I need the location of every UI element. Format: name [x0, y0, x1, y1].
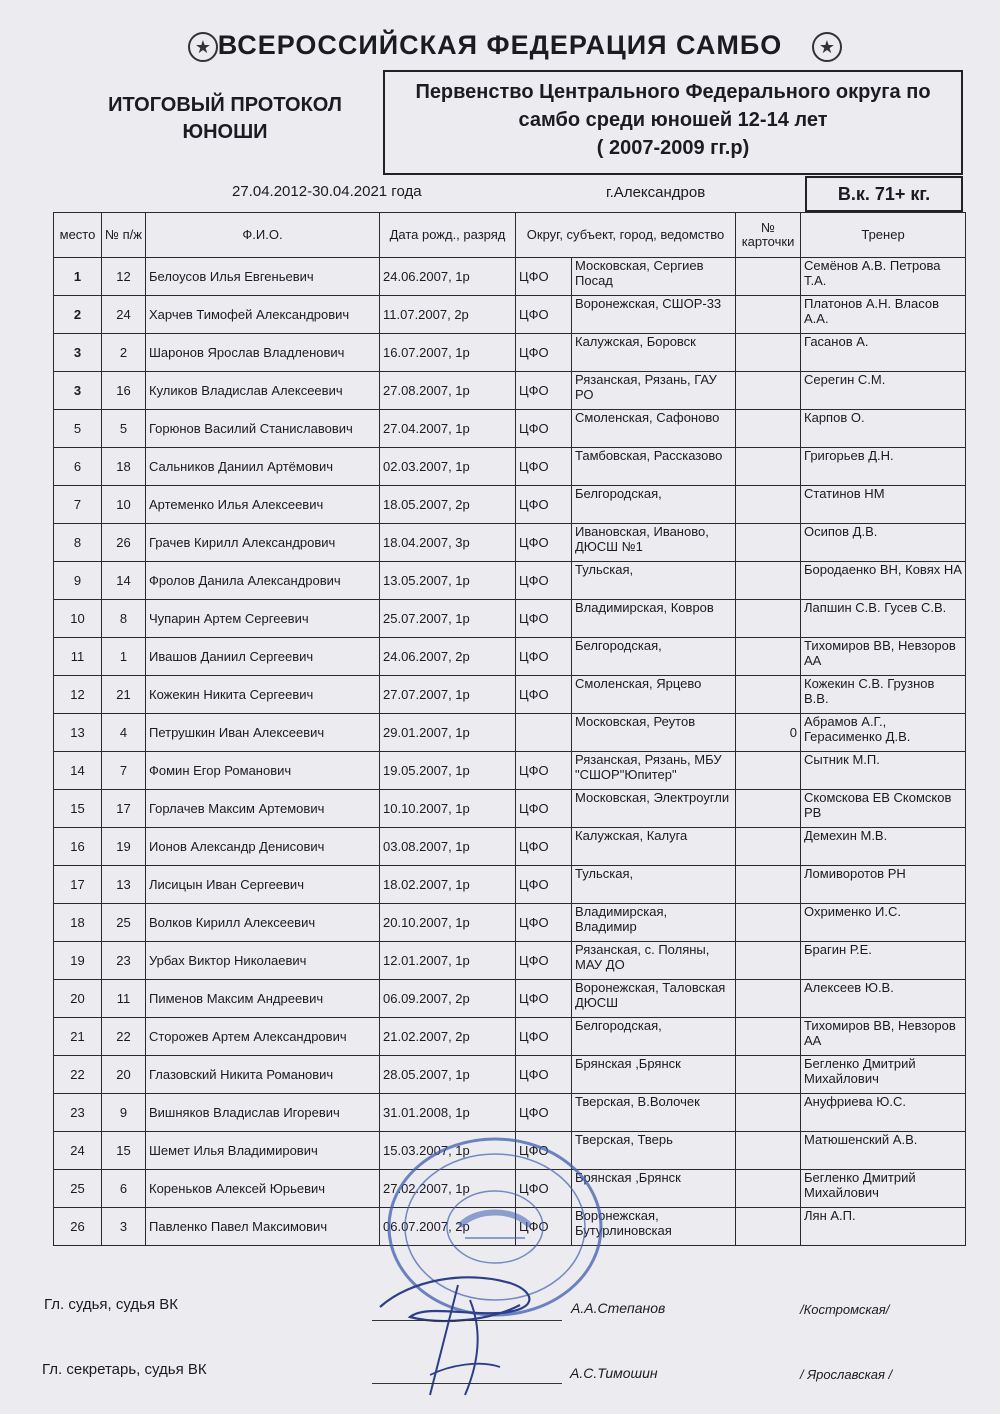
- chief-secretary-role: Гл. секретарь, судья ВК: [42, 1361, 207, 1378]
- cell-birth: 24.06.2007, 2р: [380, 638, 516, 676]
- cell-coach: Семёнов А.В. Петрова Т.А.: [801, 258, 966, 296]
- table-row: [54, 448, 966, 486]
- cell-num: 12: [102, 258, 146, 296]
- cell-district: ЦФО: [516, 1056, 572, 1094]
- table-row: [54, 942, 966, 980]
- cell-num: 1: [102, 638, 146, 676]
- cell-card: [736, 1132, 801, 1170]
- cell-coach: Статинов НМ: [801, 486, 966, 524]
- cell-card: [736, 1170, 801, 1208]
- cell-coach: Скомскова ЕВ Скомсков РВ: [801, 790, 966, 828]
- table-row: [54, 1094, 966, 1132]
- cell-region: Брянская ,Брянск: [572, 1056, 736, 1094]
- cell-place: 24: [54, 1132, 102, 1170]
- cell-place: 17: [54, 866, 102, 904]
- cell-card: [736, 1056, 801, 1094]
- cell-num: 2: [102, 334, 146, 372]
- event-title-line: ( 2007-2009 гг.р): [596, 137, 750, 159]
- cell-coach: Демехин М.В.: [801, 828, 966, 866]
- cell-birth: 19.05.2007, 1р: [380, 752, 516, 790]
- table-row: [54, 486, 966, 524]
- cell-place: 2: [54, 296, 102, 334]
- cell-region: Ивановская, Иваново, ДЮСШ №1: [572, 524, 736, 562]
- cell-card: [736, 1018, 801, 1056]
- cell-num: 16: [102, 372, 146, 410]
- cell-num: 4: [102, 714, 146, 752]
- cell-coach: Абрамов А.Г., Герасименко Д.В.: [801, 714, 966, 752]
- cell-district: ЦФО: [516, 296, 572, 334]
- cell-name: Лисицын Иван Сергеевич: [146, 866, 380, 904]
- table-row: [54, 600, 966, 638]
- table-row: [54, 1018, 966, 1056]
- cell-birth: 11.07.2007, 2р: [380, 296, 516, 334]
- cell-district: ЦФО: [516, 1132, 572, 1170]
- cell-place: 16: [54, 828, 102, 866]
- cell-name: Белоусов Илья Евгеньевич: [146, 258, 380, 296]
- cell-region: Белгородская,: [572, 486, 736, 524]
- cell-num: 10: [102, 486, 146, 524]
- cell-name: Сальников Даниил Артёмович: [146, 448, 380, 486]
- cell-name: Павленко Павел Максимович: [146, 1208, 380, 1246]
- cell-place: 21: [54, 1018, 102, 1056]
- cell-num: 19: [102, 828, 146, 866]
- cell-place: 13: [54, 714, 102, 752]
- event-title-box: [383, 70, 963, 175]
- results-table: [53, 212, 966, 1246]
- cell-district: ЦФО: [516, 980, 572, 1018]
- cell-district: ЦФО: [516, 486, 572, 524]
- cell-coach: Ломиворотов РН: [801, 866, 966, 904]
- cell-coach: Григорьев Д.Н.: [801, 448, 966, 486]
- cell-birth: 03.08.2007, 1р: [380, 828, 516, 866]
- table-row: [54, 790, 966, 828]
- sambo-emblem-icon: ★: [812, 32, 842, 62]
- cell-birth: 24.06.2007, 1р: [380, 258, 516, 296]
- cell-district: ЦФО: [516, 866, 572, 904]
- cell-name: Петрушкин Иван Алексеевич: [146, 714, 380, 752]
- cell-region: Белгородская,: [572, 1018, 736, 1056]
- cell-name: Кожекин Никита Сергеевич: [146, 676, 380, 714]
- cell-coach: Гасанов А.: [801, 334, 966, 372]
- cell-place: 6: [54, 448, 102, 486]
- cell-district: ЦФО: [516, 752, 572, 790]
- cell-num: 11: [102, 980, 146, 1018]
- cell-birth: 15.03.2007, 1р: [380, 1132, 516, 1170]
- cell-place: 26: [54, 1208, 102, 1246]
- table-row: [54, 676, 966, 714]
- cell-place: 3: [54, 372, 102, 410]
- table-row: [54, 638, 966, 676]
- table-row: [54, 1056, 966, 1094]
- cell-coach: Брагин Р.Е.: [801, 942, 966, 980]
- cell-num: 9: [102, 1094, 146, 1132]
- cell-card: [736, 562, 801, 600]
- event-dates: 27.04.2012-30.04.2021 года: [232, 183, 422, 200]
- cell-place: 22: [54, 1056, 102, 1094]
- cell-region: Воронежская, Таловская ДЮСШ: [572, 980, 736, 1018]
- chief-secretary-name: А.С.Тимошин: [570, 1365, 658, 1381]
- cell-place: 20: [54, 980, 102, 1018]
- cell-place: 9: [54, 562, 102, 600]
- cell-birth: 27.07.2007, 1р: [380, 676, 516, 714]
- cell-district: ЦФО: [516, 562, 572, 600]
- cell-card: [736, 524, 801, 562]
- cell-card: [736, 752, 801, 790]
- cell-num: 17: [102, 790, 146, 828]
- cell-district: ЦФО: [516, 904, 572, 942]
- event-title-line: самбо среди юношей 12-14 лет: [518, 109, 828, 131]
- cell-region: Рязанская, Рязань, МБУ "СШОР"Юпитер": [572, 752, 736, 790]
- cell-district: ЦФО: [516, 410, 572, 448]
- cell-coach: Сытник М.П.: [801, 752, 966, 790]
- cell-place: 19: [54, 942, 102, 980]
- cell-card: [736, 942, 801, 980]
- federation-title: ВСЕРОССИЙСКАЯ ФЕДЕРАЦИЯ САМБО: [217, 30, 783, 60]
- cell-card: [736, 410, 801, 448]
- signature-line: [372, 1383, 562, 1384]
- cell-birth: 16.07.2007, 1р: [380, 334, 516, 372]
- cell-region: Московская, Сергиев Посад: [572, 258, 736, 296]
- cell-region: Смоленская, Сафоново: [572, 410, 736, 448]
- cell-coach: Тихомиров ВВ, Невзоров АА: [801, 1018, 966, 1056]
- table-row: [54, 334, 966, 372]
- cell-num: 20: [102, 1056, 146, 1094]
- protocol-title-line: ИТОГОВЫЙ ПРОТОКОЛ: [108, 94, 342, 116]
- cell-district: ЦФО: [516, 1094, 572, 1132]
- cell-region: Тульская,: [572, 866, 736, 904]
- cell-coach: Осипов Д.В.: [801, 524, 966, 562]
- cell-district: ЦФО: [516, 600, 572, 638]
- cell-card: [736, 600, 801, 638]
- cell-district: [516, 714, 572, 752]
- sambo-emblem-icon: ★: [188, 32, 218, 62]
- weight-category: В.к. 71+ кг.: [805, 176, 963, 212]
- cell-coach: Матюшенский А.В.: [801, 1132, 966, 1170]
- cell-region: Воронежская, Бутурлиновская: [572, 1208, 736, 1246]
- table-row: [54, 904, 966, 942]
- signature-line: [372, 1320, 562, 1321]
- cell-name: Фомин Егор Романович: [146, 752, 380, 790]
- column-header-district: Округ, субъект, город, ведомство: [516, 213, 736, 258]
- cell-birth: 10.10.2007, 1р: [380, 790, 516, 828]
- cell-card: [736, 980, 801, 1018]
- chief-judge-role: Гл. судья, судья ВК: [44, 1296, 178, 1313]
- table-row: [54, 296, 966, 334]
- cell-place: 8: [54, 524, 102, 562]
- cell-place: 5: [54, 410, 102, 448]
- cell-num: 8: [102, 600, 146, 638]
- cell-region: Московская, Электроугли: [572, 790, 736, 828]
- cell-birth: 28.05.2007, 1р: [380, 1056, 516, 1094]
- table-row: [54, 524, 966, 562]
- cell-num: 7: [102, 752, 146, 790]
- cell-region: Калужская, Боровск: [572, 334, 736, 372]
- chief-secretary-region: / Ярославская /: [800, 1367, 893, 1382]
- cell-place: 14: [54, 752, 102, 790]
- cell-region: Рязанская, с. Поляны, МАУ ДО: [572, 942, 736, 980]
- cell-region: Тамбовская, Рассказово: [572, 448, 736, 486]
- column-header-num: № п/ж: [102, 213, 146, 258]
- cell-coach: Охрименко И.С.: [801, 904, 966, 942]
- cell-card: [736, 258, 801, 296]
- cell-num: 13: [102, 866, 146, 904]
- cell-birth: 27.04.2007, 1р: [380, 410, 516, 448]
- chief-judge-region: /Костромская/: [800, 1302, 890, 1317]
- cell-card: [736, 790, 801, 828]
- protocol-title: [60, 92, 390, 146]
- cell-coach: Лян А.П.: [801, 1208, 966, 1246]
- cell-name: Ивашов Даниил Сергеевич: [146, 638, 380, 676]
- table-row: [54, 258, 966, 296]
- cell-coach: Бегленко Дмитрий Михайлович: [801, 1056, 966, 1094]
- cell-num: 23: [102, 942, 146, 980]
- cell-name: Глазовский Никита Романович: [146, 1056, 380, 1094]
- cell-name: Куликов Владислав Алексеевич: [146, 372, 380, 410]
- cell-district: ЦФО: [516, 638, 572, 676]
- cell-num: 14: [102, 562, 146, 600]
- cell-birth: 25.07.2007, 1р: [380, 600, 516, 638]
- cell-district: ЦФО: [516, 448, 572, 486]
- event-city: г.Александров: [606, 184, 706, 201]
- cell-region: Белгородская,: [572, 638, 736, 676]
- cell-birth: 12.01.2007, 1р: [380, 942, 516, 980]
- cell-birth: 31.01.2008, 1р: [380, 1094, 516, 1132]
- cell-district: ЦФО: [516, 1208, 572, 1246]
- cell-birth: 02.03.2007, 1р: [380, 448, 516, 486]
- cell-num: 5: [102, 410, 146, 448]
- cell-name: Урбах Виктор Николаевич: [146, 942, 380, 980]
- cell-card: [736, 448, 801, 486]
- column-header-name: Ф.И.О.: [146, 213, 380, 258]
- cell-region: Владимирская, Ковров: [572, 600, 736, 638]
- cell-district: ЦФО: [516, 372, 572, 410]
- cell-num: 15: [102, 1132, 146, 1170]
- cell-num: 25: [102, 904, 146, 942]
- cell-card: [736, 1208, 801, 1246]
- cell-birth: 18.05.2007, 2р: [380, 486, 516, 524]
- cell-birth: 29.01.2007, 1р: [380, 714, 516, 752]
- cell-card: [736, 296, 801, 334]
- cell-num: 3: [102, 1208, 146, 1246]
- table-row: [54, 980, 966, 1018]
- cell-district: ЦФО: [516, 1018, 572, 1056]
- cell-region: Тверская, Тверь: [572, 1132, 736, 1170]
- cell-name: Шемет Илья Владимирович: [146, 1132, 380, 1170]
- cell-name: Харчев Тимофей Александрович: [146, 296, 380, 334]
- cell-district: ЦФО: [516, 790, 572, 828]
- cell-region: Тульская,: [572, 562, 736, 600]
- column-header-coach: Тренер: [801, 213, 966, 258]
- cell-card: [736, 334, 801, 372]
- cell-place: 18: [54, 904, 102, 942]
- protocol-group-line: ЮНОШИ: [182, 121, 268, 143]
- cell-card: [736, 676, 801, 714]
- cell-name: Кореньков Алексей Юрьевич: [146, 1170, 380, 1208]
- cell-card: [736, 372, 801, 410]
- cell-coach: Бегленко Дмитрий Михайлович: [801, 1170, 966, 1208]
- cell-coach: Серегин С.М.: [801, 372, 966, 410]
- table-row: [54, 372, 966, 410]
- cell-name: Горлачев Максим Артемович: [146, 790, 380, 828]
- cell-coach: Кожекин С.В. Грузнов В.В.: [801, 676, 966, 714]
- cell-name: Вишняков Владислав Игоревич: [146, 1094, 380, 1132]
- cell-region: Калужская, Калуга: [572, 828, 736, 866]
- cell-card: [736, 828, 801, 866]
- cell-num: 24: [102, 296, 146, 334]
- cell-birth: 18.04.2007, 3р: [380, 524, 516, 562]
- cell-name: Шаронов Ярослав Владленович: [146, 334, 380, 372]
- cell-region: Рязанская, Рязань, ГАУ РО: [572, 372, 736, 410]
- cell-region: Смоленская, Ярцево: [572, 676, 736, 714]
- cell-place: 7: [54, 486, 102, 524]
- cell-place: 12: [54, 676, 102, 714]
- cell-num: 18: [102, 448, 146, 486]
- cell-coach: Лапшин С.В. Гусев С.В.: [801, 600, 966, 638]
- cell-name: Волков Кирилл Алексеевич: [146, 904, 380, 942]
- chief-judge-name: А.А.Степанов: [571, 1300, 666, 1316]
- column-header-place: место: [54, 213, 102, 258]
- table-row: [54, 828, 966, 866]
- cell-coach: Ануфриева Ю.С.: [801, 1094, 966, 1132]
- cell-name: Чупарин Артем Сергеевич: [146, 600, 380, 638]
- cell-birth: 18.02.2007, 1р: [380, 866, 516, 904]
- cell-birth: 06.09.2007, 2р: [380, 980, 516, 1018]
- cell-place: 25: [54, 1170, 102, 1208]
- table-header-row: [54, 213, 966, 258]
- cell-birth: 27.08.2007, 1р: [380, 372, 516, 410]
- cell-card: 0: [736, 714, 801, 752]
- cell-region: Брянская ,Брянск: [572, 1170, 736, 1208]
- cell-coach: Алексеев Ю.В.: [801, 980, 966, 1018]
- cell-card: [736, 486, 801, 524]
- cell-district: ЦФО: [516, 334, 572, 372]
- cell-place: 15: [54, 790, 102, 828]
- cell-coach: Бородаенко ВН, Ковях НА: [801, 562, 966, 600]
- cell-card: [736, 1094, 801, 1132]
- event-title-line: Первенство Центрального Федерального округа по: [415, 81, 931, 103]
- cell-coach: Карпов О.: [801, 410, 966, 448]
- cell-district: ЦФО: [516, 1170, 572, 1208]
- table-row: [54, 410, 966, 448]
- cell-region: Владимирская, Владимир: [572, 904, 736, 942]
- cell-place: 3: [54, 334, 102, 372]
- cell-district: ЦФО: [516, 828, 572, 866]
- cell-birth: 13.05.2007, 1р: [380, 562, 516, 600]
- cell-region: Тверская, В.Волочек: [572, 1094, 736, 1132]
- cell-name: Грачев Кирилл Александрович: [146, 524, 380, 562]
- cell-name: Сторожев Артем Александрович: [146, 1018, 380, 1056]
- cell-card: [736, 866, 801, 904]
- column-header-birth: Дата рожд., разряд: [380, 213, 516, 258]
- cell-num: 6: [102, 1170, 146, 1208]
- cell-name: Артеменко Илья Алексеевич: [146, 486, 380, 524]
- cell-district: ЦФО: [516, 524, 572, 562]
- cell-region: Московская, Реутов: [572, 714, 736, 752]
- cell-place: 23: [54, 1094, 102, 1132]
- cell-card: [736, 904, 801, 942]
- cell-place: 1: [54, 258, 102, 296]
- cell-district: ЦФО: [516, 676, 572, 714]
- table-row: [54, 752, 966, 790]
- cell-name: Фролов Данила Александрович: [146, 562, 380, 600]
- cell-district: ЦФО: [516, 258, 572, 296]
- cell-name: Пименов Максим Андреевич: [146, 980, 380, 1018]
- cell-birth: 21.02.2007, 2р: [380, 1018, 516, 1056]
- cell-coach: Платонов А.Н. Власов А.А.: [801, 296, 966, 334]
- cell-place: 10: [54, 600, 102, 638]
- cell-birth: 06.07.2007, 2р: [380, 1208, 516, 1246]
- table-row: [54, 866, 966, 904]
- cell-card: [736, 638, 801, 676]
- cell-birth: 27.02.2007, 1р: [380, 1170, 516, 1208]
- table-row: [54, 714, 966, 752]
- cell-name: Ионов Александр Денисович: [146, 828, 380, 866]
- cell-region: Воронежская, СШОР-33: [572, 296, 736, 334]
- cell-district: ЦФО: [516, 942, 572, 980]
- cell-num: 26: [102, 524, 146, 562]
- cell-coach: Тихомиров ВВ, Невзоров АА: [801, 638, 966, 676]
- column-header-card: № карточки: [736, 213, 801, 258]
- cell-num: 21: [102, 676, 146, 714]
- cell-name: Горюнов Василий Станиславович: [146, 410, 380, 448]
- cell-num: 22: [102, 1018, 146, 1056]
- cell-birth: 20.10.2007, 1р: [380, 904, 516, 942]
- table-row: [54, 562, 966, 600]
- cell-place: 11: [54, 638, 102, 676]
